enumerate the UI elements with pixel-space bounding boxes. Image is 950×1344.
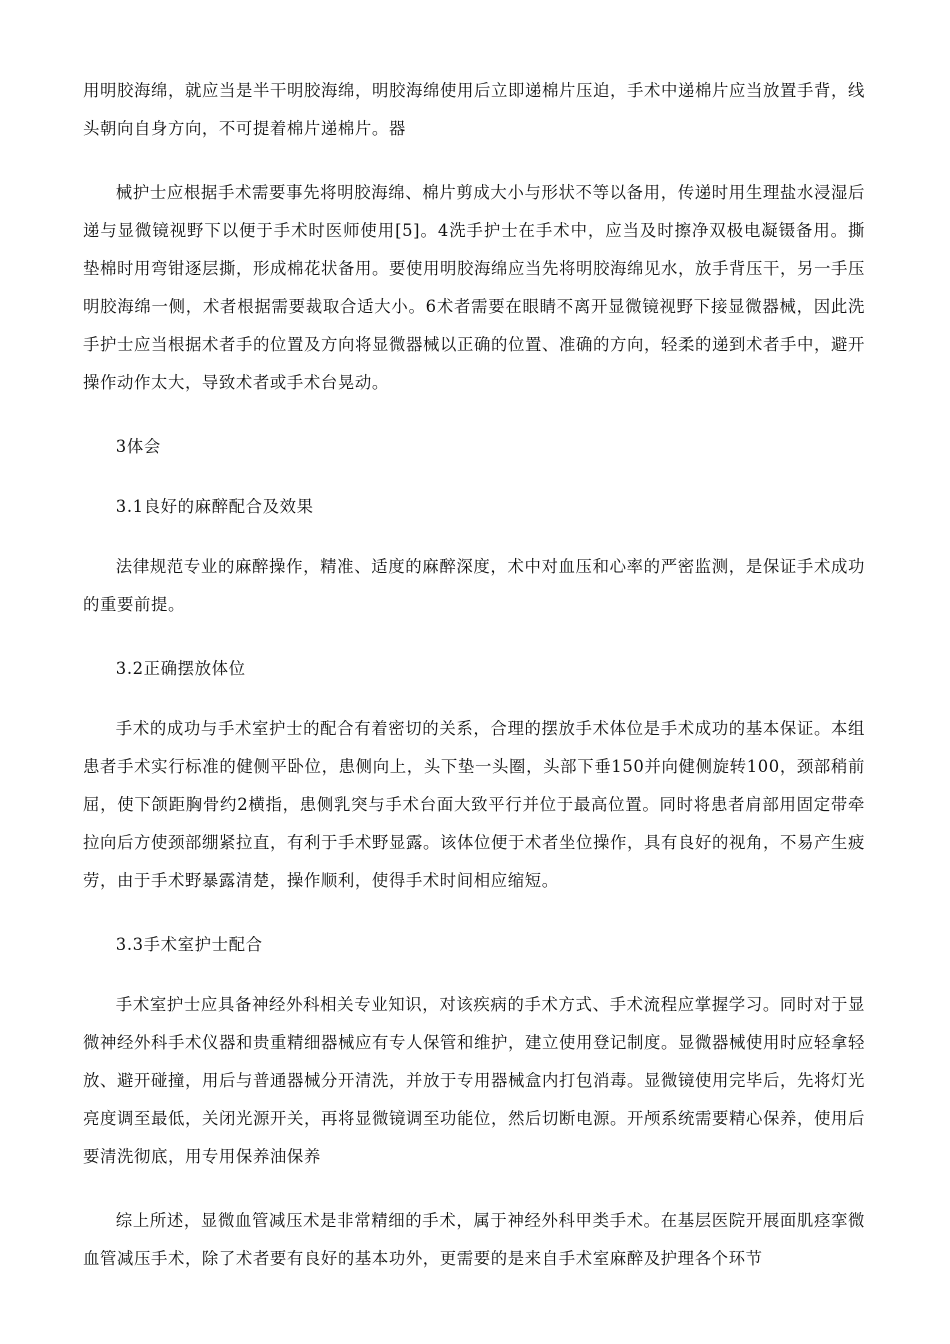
- paragraph-instrument-nurse: 械护士应根据手术需要事先将明胶海绵、棉片剪成大小与形状不等以备用，传递时用生理盐水浸湿后递与显微镜视野下以便于手术时医师使用[5]。4洗手护士在手术中，应当及时擦净双极电凝镊备用。撕垫棉时用弯钳逐层撕，形成棉花状备用。要使用明胶海绵应当先将明胶海绵见水，放手背压干，另一手压明胶海绵一侧，术者根据需要裁取合适大小。6术者需要在眼睛不离开显微镜视野下接显微器械，因此洗手护士应当根据术者手的位置及方向将显微器械以正确的位置、准确的方向，轻柔的递到术者手中，避开操作动作太大，导致术者或手术台晃动。: [83, 183, 865, 392]
- paragraph-positioning: 手术的成功与手术室护士的配合有着密切的关系，合理的摆放手术体位是手术成功的基本保证。本组患者手术实行标准的健侧平卧位，患侧向上，头下垫一头圈，头部下垂150并向健侧旋转100，颈部稍前屈，使下颌距胸骨约2横指，患侧乳突与手术台面大致平行并位于最高位置。同时将患者肩部用固定带牵拉向后方使颈部绷紧拉直，有利于手术野显露。该体位便于术者坐位操作，具有良好的视角，不易产生疲劳，由于手术野暴露清楚，操作顺利，使得手术时间相应缩短。: [83, 719, 865, 890]
- paragraph-anesthesia: 法律规范专业的麻醉操作，精准、适度的麻醉深度，术中对血压和心率的严密监测，是保证手术成功的重要前提。: [83, 557, 865, 614]
- paragraph-continuation: 用明胶海绵，就应当是半干明胶海绵，明胶海绵使用后立即递棉片压迫，手术中递棉片应当放置手背，线头朝向自身方向，不可提着棉片递棉片。器: [83, 81, 865, 138]
- section-heading-3: 3体会: [115, 437, 161, 456]
- paragraph-nurse-cooperation: 手术室护士应具备神经外科相关专业知识，对该疾病的手术方式、手术流程应掌握学习。同时对于显微神经外科手术仪器和贵重精细器械应有专人保管和维护，建立使用登记制度。显微器械使用时应轻拿轻放、避开碰撞，用后与普通器械分开清洗，并放于专用器械盒内打包消毒。显微镜使用完毕后，先将灯光亮度调至最低，关闭光源开关，再将显微镜调至功能位，然后切断电源。开颅系统需要精心保养，使用后要清洗彻底，用专用保养油保养: [83, 995, 865, 1166]
- paragraph-summary: 综上所述，显微血管减压术是非常精细的手术，属于神经外科甲类手术。在基层医院开展面肌痉挛微血管减压手术，除了术者要有良好的基本功外，更需要的是来自手术室麻醉及护理各个环节: [83, 1211, 865, 1268]
- subsection-heading-3-3: 3.3手术室护士配合: [115, 935, 263, 954]
- subsection-heading-3-1: 3.1良好的麻醉配合及效果: [115, 497, 314, 516]
- subsection-heading-3-2: 3.2正确摆放体位: [115, 659, 246, 678]
- document-page: [83, 72, 865, 1304]
